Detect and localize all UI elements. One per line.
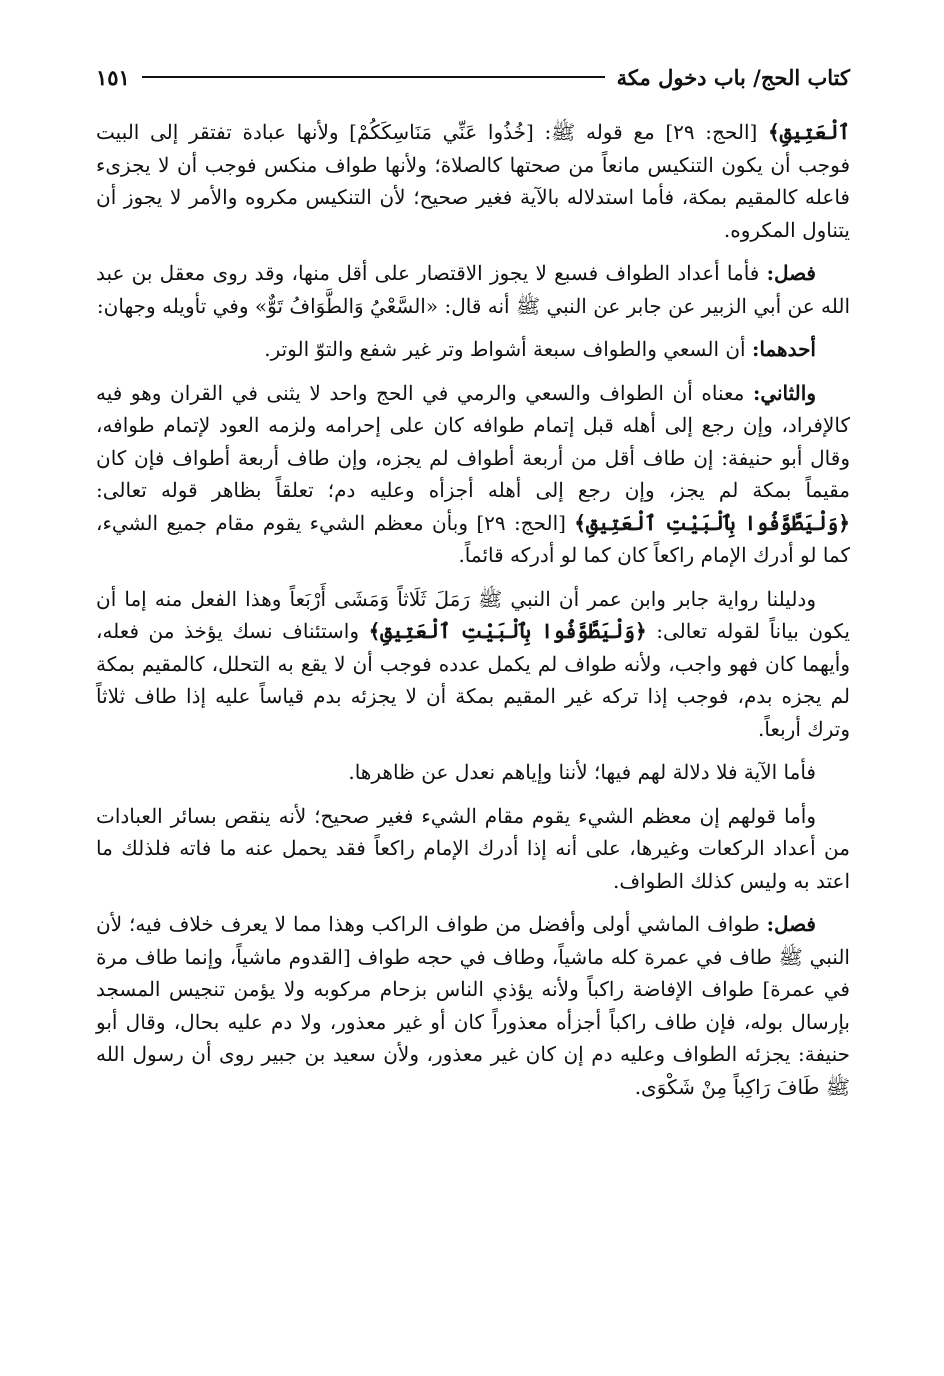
- paragraph-7: وأما قولهم إن معظم الشيء يقوم مقام الشيء فغير صحيح؛ لأنه ينقص بسائر العبادات من أعداد الركعات وغيرها، على أنه إذا أدرك الإمام راكعاً فقد يحمل عنه ما فاته فلذلك ما اعتد به وليس كذلك الطواف.: [96, 803, 850, 893]
- paragraph-2: [96, 257, 850, 322]
- paragraph-text: [الحج: ٢٩] مع قوله ﷺ: [خُذُوا عَنِّي مَنَاسِكَكُمْ] ولأنها عبادة تفتقر إلى البيت فوجب أن يكون التنكيس مانعاً من صحتها كالصلاة؛ ولأنها طواف منكس فوجب أن لا يجزىء فاعله كالمقيم بمكة، فأما استدلاله بالآية فغير صحيح؛ لأن التنكيس مكروه والأمر لا يجوز أن يتناول المكروه.: [96, 120, 850, 242]
- running-title: كتاب الحج/ باب دخول مكة: [616, 64, 850, 90]
- page-body: [96, 116, 850, 1114]
- paragraph-6: فأما الآية فلا دلالة لهم فيها؛ لأننا وإياهم نعدل عن ظاهرها.: [348, 760, 816, 784]
- paragraph-text: فأما أعداد الطواف فسبع لا يجوز الاقتصار على أقل منها، وقد روى معقل بن عبد الله عن أبي الزبير عن جابر عن النبي ﷺ أنه قال: «السَّعْيُ وَالطَّوَافُ تَوٌّ» وفي تأويله وجهان:: [96, 261, 850, 318]
- page-header: [96, 60, 850, 94]
- paragraph-8: [96, 908, 850, 1103]
- paragraph-5: [96, 583, 850, 746]
- paragraph-text: ودليلنا رواية جابر وابن عمر أن النبي ﷺ رَمَلَ ثَلَاثاً وَمَشَى أَرْبَعاً وهذا الفعل منه إما أن يكون بياناً لقوله تعالى:: [96, 586, 850, 643]
- paragraph-3: [96, 333, 850, 366]
- quran-quote: ٱلْعَتِيقِ﴾: [767, 120, 850, 144]
- paragraph-4: [96, 377, 850, 572]
- paragraph-text: [الحج: ٢٩] وبأن معظم الشيء يقوم مقام جميع الشيء، كما لو أدرك الإمام راكعاً كان كما لو أدركه قائماً.: [96, 510, 850, 567]
- section-lead: أحدهما:: [751, 337, 816, 361]
- paragraph-1: [96, 116, 850, 246]
- paragraph-text: طواف الماشي أولى وأفضل من طواف الراكب وهذا مما لا يعرف خلاف فيه؛ لأن النبي ﷺ طاف في عمرة كله ماشياً، وطاف في حجه طواف [القدوم ماشياً، وإنما طاف مرة في عمرة] طواف الإفاضة راكباً ولأنه يؤذي الناس بزحام مركوبه ولا يؤمن تنجيس المسجد بإرسال بوله، فإن طاف راكباً أجزأه معذوراً كان أو غير معذور، ولا دم عليه بحال، وقال أبو حنيفة: يجزئه الطواف وعليه دم إن كان غير معذور، ولأن سعيد بن جبير روى أن رسول الله ﷺ طَافَ رَاكِباً مِنْ شَكْوَى.: [96, 912, 850, 1099]
- section-lead: فصل:: [766, 912, 816, 936]
- quran-quote: ﴿وَلْيَطَّوَّفُوا بِٱلْبَيْتِ ٱلْعَتِيقِ﴾: [574, 510, 850, 535]
- paragraph-text: أن السعي والطواف سبعة أشواط وتر غير شفع والتوّ الوتر.: [264, 337, 752, 361]
- section-lead: فصل:: [766, 261, 816, 285]
- paragraph-text: معناه أن الطواف والسعي والرمي في الحج واحد لا يثنى في القران وهو فيه كالإفراد، وإن رجع إلى أهله قبل إتمام طوافه كان على إحرامه ولزمه العود لإتمام طوافه، وقال أبو حنيفة: إن طاف أقل من أربعة أطواف لم يجزه، وإن طاف أربعة أطواف فإن كان مقيماً بمكة لم يجز، وإن رجع إلى أهله أجزأه وعليه دم؛ تعلقاً بظاهر قوله تعالى:: [96, 380, 850, 502]
- section-lead: والثاني:: [752, 380, 816, 405]
- paragraph-text: واستئناف نسك يؤخذ من فعله، وأيهما كان فهو واجب، ولأنه طواف لم يكمل عدده فوجب أن لا يقع به التحلل، كالمقيم بمكة لم يجزه بدم، فوجب إذا تركه غير المقيم بمكة أن لا يجزئه بدم قياساً عليه إذا طاف ثلاثاً وترك أربعاً.: [96, 619, 850, 741]
- header-rule: [142, 76, 605, 78]
- quran-quote: ﴿وَلْيَطَّوَّفُوا بِٱلْبَيْتِ ٱلْعَتِيقِ﴾: [368, 619, 647, 643]
- page-number: ١٥١: [96, 64, 130, 90]
